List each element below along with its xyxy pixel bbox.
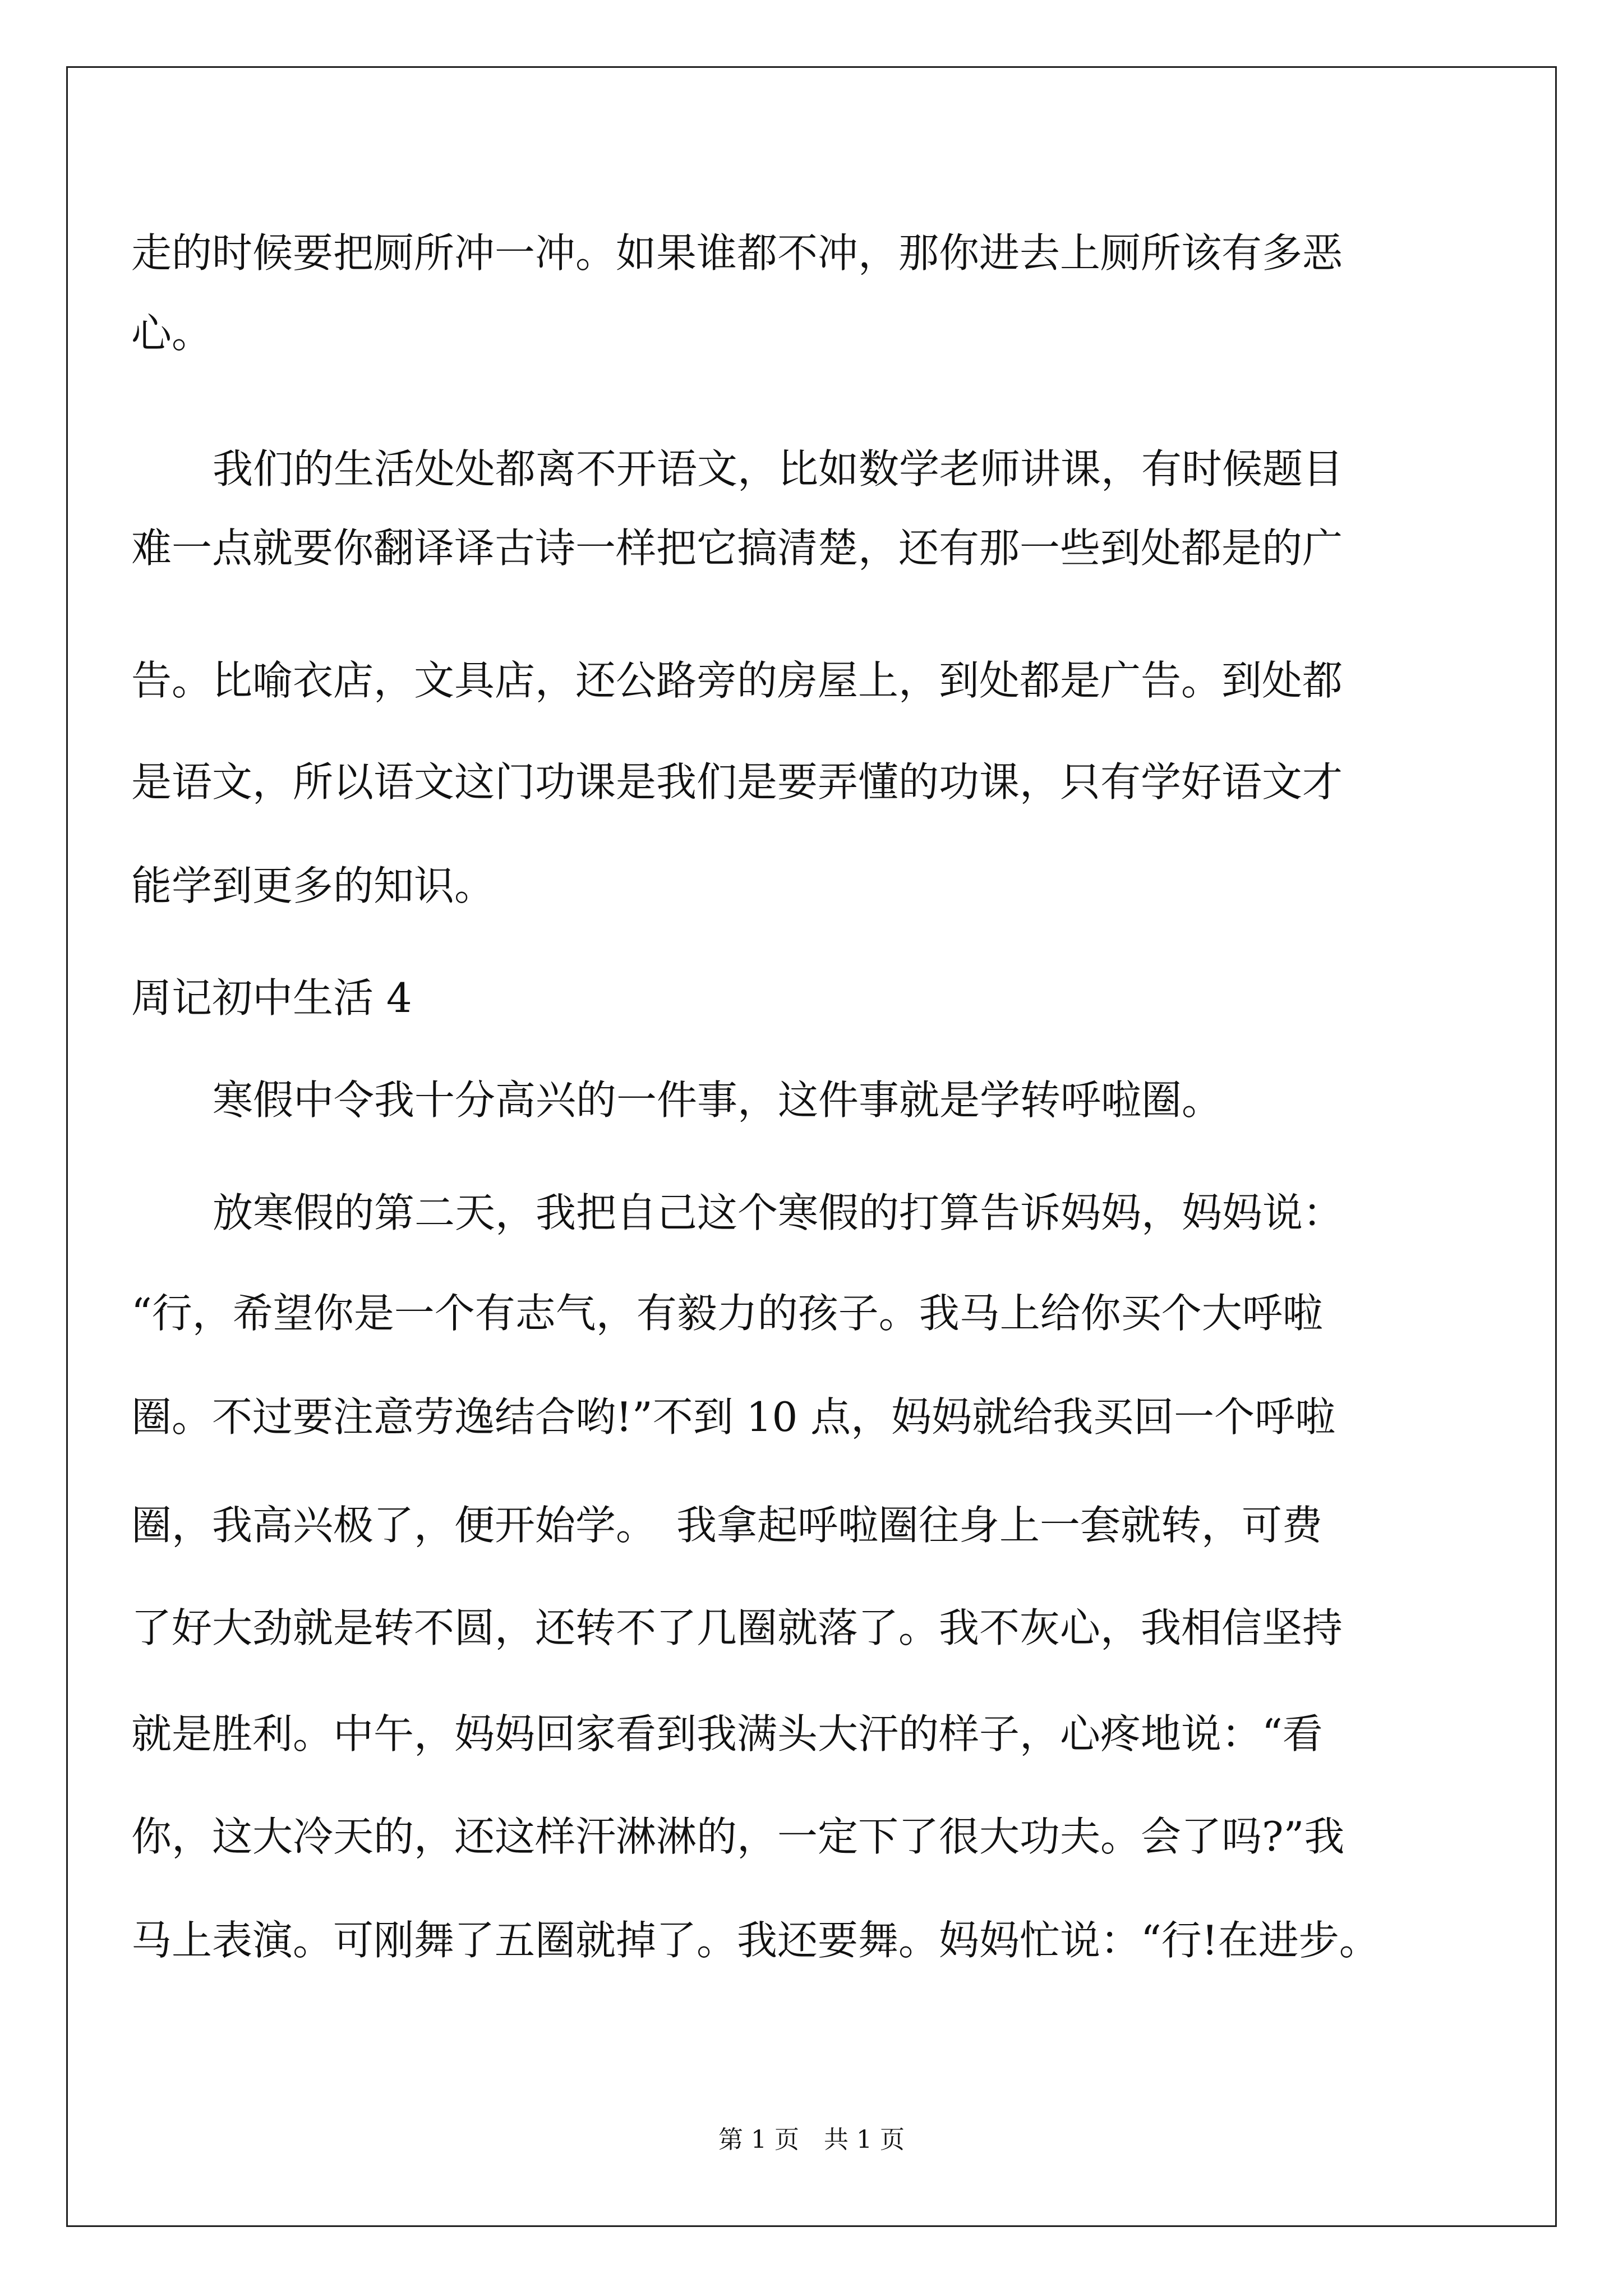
- page-footer: 第 1 页 共 1 页: [718, 2125, 905, 2154]
- text-line: 告。比喻衣店，文具店，还公路旁的房屋上，到处都是广告。到处都: [131, 657, 1343, 704]
- text-line: 我们的生活处处都离不开语文，比如数学老师讲课，有时候题目: [213, 445, 1344, 493]
- text-line: 圈。不过要注意劳逸结合哟!”不到 10 点，妈妈就给我买回一个呼啦: [131, 1393, 1336, 1441]
- text-line: 难一点就要你翻译译古诗一样把它搞清楚，还有那一些到处都是的广: [131, 524, 1343, 572]
- text-line: 寒假中令我十分高兴的一件事，这件事就是学转呼啦圈。: [213, 1076, 1223, 1124]
- text-line: 马上表演。可刚舞了五圈就掉了。我还要舞。妈妈忙说：“行!在进步。: [131, 1917, 1380, 1964]
- section-heading: 周记初中生活 4: [131, 974, 412, 1022]
- text-line: 圈，我高兴极了，便开始学。 我拿起呼啦圈往身上一套就转，可费: [131, 1502, 1323, 1549]
- text-line: “行，希望你是一个有志气，有毅力的孩子。我马上给你买个大呼啦: [131, 1290, 1323, 1337]
- text-line: 心。: [131, 310, 213, 357]
- text-line: 你，这大冷天的，还这样汗淋淋的，一定下了很大功夫。会了吗?”我: [131, 1813, 1345, 1860]
- text-line: 了好大劲就是转不圆，还转不了几圈就落了。我不灰心，我相信坚持: [131, 1604, 1343, 1651]
- text-line: 是语文，所以语文这门功课是我们是要弄懂的功课，只有学好语文才: [131, 758, 1343, 806]
- text-line: 放寒假的第二天，我把自己这个寒假的打算告诉妈妈，妈妈说：: [213, 1189, 1344, 1236]
- page-border: [66, 66, 1557, 2227]
- text-line: 走的时候要把厕所冲一冲。如果谁都不冲，那你进去上厕所该有多恶: [131, 229, 1343, 277]
- text-line: 能学到更多的知识。: [131, 862, 495, 909]
- text-line: 就是胜利。中午，妈妈回家看到我满头大汗的样子，心疼地说：“看: [131, 1710, 1323, 1757]
